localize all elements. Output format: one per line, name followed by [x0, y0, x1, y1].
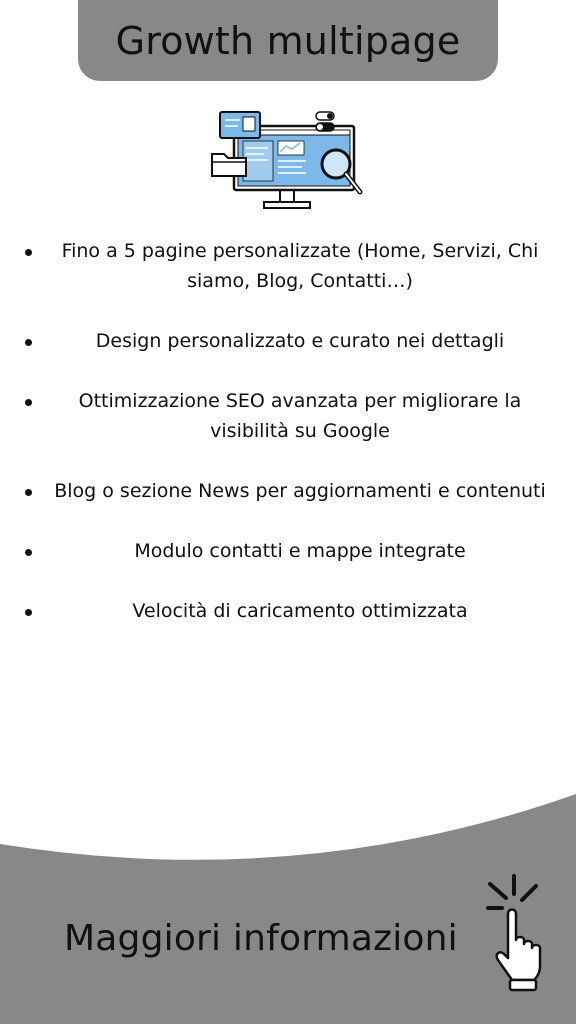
- bullet-icon: [25, 549, 32, 556]
- feature-text: Blog o sezione News per aggiornamenti e contenuti: [54, 480, 546, 502]
- bullet-icon: [25, 609, 32, 616]
- bullet-icon: [25, 249, 32, 256]
- list-item: [20, 536, 566, 566]
- bullet-icon: [25, 489, 32, 496]
- list-item: [20, 326, 566, 356]
- pointing-hand-icon[interactable]: [484, 874, 548, 992]
- list-item: [20, 476, 566, 506]
- feature-text: Velocità di caricamento ottimizzata: [132, 600, 468, 622]
- feature-text: Modulo contatti e mappe integrate: [134, 540, 466, 562]
- list-item: [20, 386, 566, 446]
- feature-text: Design personalizzato e curato nei dettagli: [95, 330, 505, 352]
- list-item: [20, 596, 566, 626]
- page-title: Growth multipage: [115, 18, 461, 63]
- website-seo-monitor-icon: [208, 108, 368, 214]
- bullet-icon: [25, 339, 32, 346]
- bullet-icon: [25, 399, 32, 406]
- feature-list: [20, 236, 566, 656]
- feature-text: Ottimizzazione SEO avanzata per migliorare la visibilità su Google: [78, 390, 522, 442]
- list-item: [20, 236, 566, 296]
- more-info-link[interactable]: Maggiori informazioni: [64, 918, 458, 959]
- header-tab: [78, 0, 498, 81]
- feature-text: Fino a 5 pagine personalizzate (Home, Servizi, Chi siamo, Blog, Contatti…): [61, 240, 539, 292]
